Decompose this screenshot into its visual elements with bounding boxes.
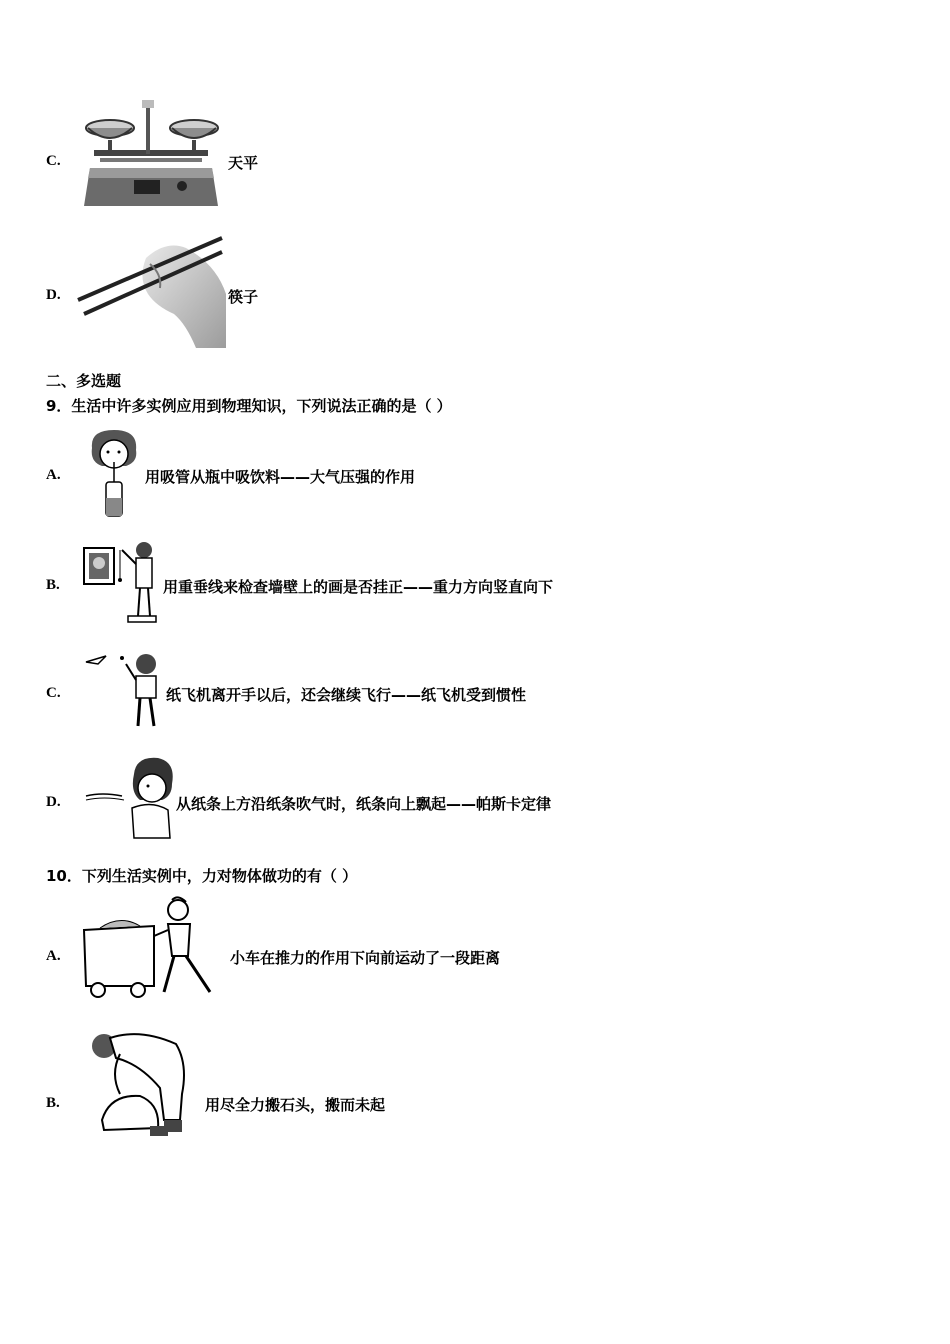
option-text: 纸飞机离开手以后，还会继续飞行——纸飞机受到惯性 — [166, 686, 527, 704]
question-10-stem: 10．下列生活实例中，力对物体做功的有（ ） — [46, 867, 358, 885]
option-text: 小车在推力的作用下向前运动了一段距离 — [230, 949, 501, 967]
boy-blowing-paper-icon — [82, 756, 176, 840]
option-letter: D. — [46, 287, 61, 303]
boy-paper-plane-icon — [82, 650, 166, 732]
girl-lifting-stone-icon — [80, 1024, 192, 1142]
man-pushing-cart-icon — [80, 896, 224, 1000]
option-letter: A. — [46, 948, 61, 964]
option-text: 筷子 — [228, 288, 259, 306]
plumb-line-picture-icon — [80, 538, 160, 628]
option-letter: C. — [46, 153, 61, 169]
option-text: 天平 — [228, 154, 259, 172]
option-letter: D. — [46, 794, 61, 810]
question-9-stem: 9．生活中许多实例应用到物理知识，下列说法正确的是（ ） — [46, 397, 452, 415]
option-letter: A. — [46, 467, 61, 483]
section-title: 二、多选题 — [46, 372, 122, 390]
option-letter: B. — [46, 1095, 60, 1111]
chopsticks-icon — [76, 234, 228, 348]
option-text: 用吸管从瓶中吸饮料——大气压强的作用 — [145, 468, 416, 486]
option-letter: B. — [46, 577, 60, 593]
option-letter: C. — [46, 685, 61, 701]
option-text: 用尽全力搬石头，搬而未起 — [205, 1096, 386, 1114]
option-text: 用重垂线来检查墙壁上的画是否挂正——重力方向竖直向下 — [163, 578, 554, 596]
option-text: 从纸条上方沿纸条吹气时，纸条向上飘起——帕斯卡定律 — [176, 795, 552, 813]
girl-drinking-straw-icon — [86, 428, 142, 520]
balance-scale-icon — [80, 98, 222, 212]
